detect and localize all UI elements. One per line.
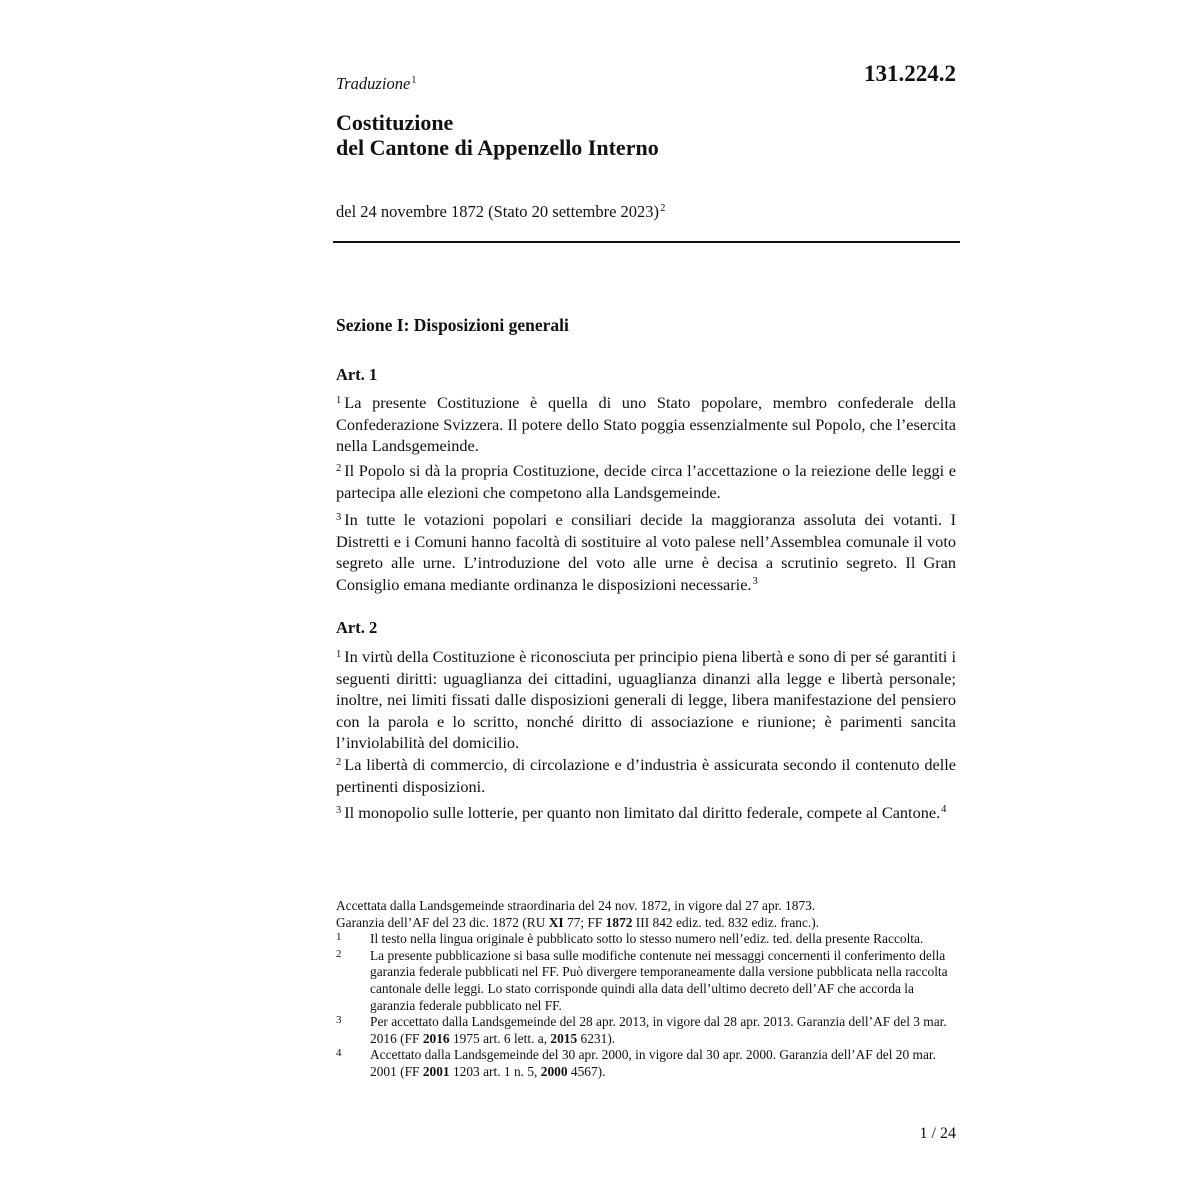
footnote-intro-line-2	[336, 915, 956, 932]
title-line-1: Costituzione	[336, 110, 454, 135]
footnote-bold: 2001	[422, 1063, 450, 1079]
article-paragraph	[336, 460, 956, 503]
footnote-bold: 2016	[422, 1030, 450, 1046]
footnote-bold: XI	[548, 914, 564, 930]
paragraph-number: 1	[336, 395, 342, 406]
translation-label	[336, 73, 417, 95]
header-divider	[333, 241, 960, 243]
date-line	[336, 201, 665, 223]
date-line-text: del 24 novembre 1872 (Stato 20 settembre 2023)	[336, 202, 660, 221]
footnote-bold: 1872	[605, 914, 633, 930]
footnote-number: 4	[336, 1047, 342, 1060]
paragraph-text: In virtù della Costituzione è riconosciuta per principio piena libertà e sono di per sé garantiti i seguenti diritti: uguaglianza dei cittadini, uguaglianza dinanzi alla legge e libertà personale; inoltre, nei limiti fissati dalle disposizioni generali di legge, libera manifestazione del pensiero con la parola e lo scritto, nonché diritto di associazione e riunione; è parimenti sancita l’inviolabilità del domicilio.	[336, 647, 956, 752]
footnote-bold: 2000	[540, 1063, 568, 1079]
footnote-text	[370, 1014, 956, 1047]
footnote-text-part: 1975 art. 6 lett. a,	[449, 1030, 551, 1046]
footnote-number: 3	[336, 1014, 342, 1027]
footnote-text: Il testo nella lingua originale è pubblicato sotto lo stesso numero nell’ediz. ted. della presente Raccolta.	[370, 931, 924, 947]
footnote-text-part: Per accettato dalla Landsgemeinde del 28 apr. 2013, in vigore dal 28 apr. 2013. Garanzia dell’AF del 3 mar. 2016 (FF	[370, 1014, 947, 1046]
article-paragraph	[336, 802, 956, 824]
article-paragraph	[336, 646, 956, 754]
footnote-text-part: Accettato dalla Landsgemeinde del 30 apr. 2000, in vigore dal 30 apr. 2000. Garanzia dell’AF del 20 mar. 2001 (FF	[370, 1047, 936, 1079]
paragraph-number: 3	[336, 805, 342, 816]
article-heading: Art. 2	[336, 618, 378, 637]
footnote-number: 1	[336, 931, 342, 944]
footnote-item	[336, 931, 956, 948]
document-title	[336, 110, 956, 160]
footnote-text: La presente pubblicazione si basa sulle modifiche contenute nei messaggi concernenti il conferimento della garanzia federale pubblicati nel FF. Può divergere temporaneamente dalla versione pubblicata nella raccolta cantonale delle leggi. Lo stato corrisponde quindi alla data dell’ultimo decreto dell’AF che accorda la garanzia federale pubblicato nel FF.	[370, 947, 948, 1013]
paragraph-number: 2	[336, 463, 342, 474]
footnote-ref[interactable]: 2	[660, 203, 666, 214]
footnote-text: 77; FF	[563, 914, 606, 930]
footnote-ref[interactable]: 1	[411, 75, 417, 86]
translation-label-text: Traduzione	[336, 74, 411, 93]
footnote-item	[336, 948, 956, 1014]
footnote-item	[336, 1047, 956, 1080]
paragraph-text: La libertà di commercio, di circolazione e d’industria è assicurata secondo il contenuto delle pertinenti disposizioni.	[336, 755, 956, 796]
article-heading: Art. 1	[336, 365, 378, 384]
paragraph-text: Il monopolio sulle lotterie, per quanto non limitato dal diritto federale, compete al Cantone.	[344, 803, 941, 822]
footnote-text	[370, 1047, 956, 1080]
footnote-text-part: 4567).	[567, 1063, 606, 1079]
footnote-text: III 842 ediz. ted. 832 ediz. franc.).	[632, 914, 820, 930]
footnote-bold: 2015	[550, 1030, 578, 1046]
footnote-intro-line-1: Accettata dalla Landsgemeinde straordinaria del 24 nov. 1872, in vigore dal 27 apr. 1873.	[336, 898, 816, 913]
footnote-text-part: 1203 art. 1 n. 5,	[449, 1063, 541, 1079]
paragraph-text: In tutte le votazioni popolari e consiliari decide la maggioranza assoluta dei votanti. I Distretti e i Comuni hanno facoltà di sostituire al voto palese nell’Assemblea comunale il voto segreto alle urne. L’introduzione del voto alle urne è decisa a scrutinio segreto. Il Gran Consiglio emana mediante ordinanza le disposizioni necessarie.	[336, 510, 956, 594]
paragraph-text: Il Popolo si dà la propria Costituzione, decide circa l’accettazione o la reiezione delle leggi e partecipa alle elezioni che competono alla Landsgemeinde.	[336, 461, 956, 502]
paragraph-text: La presente Costituzione è quella di uno Stato popolare, membro confederale della Confederazione Svizzera. Il potere dello Stato poggia essenzialmente sul Popolo, che l’esercita nella Landsgemeinde.	[336, 393, 956, 455]
paragraph-number: 3	[336, 512, 342, 523]
article-paragraph	[336, 392, 956, 457]
footnote-item	[336, 1014, 956, 1047]
page-number: 1 / 24	[919, 1125, 956, 1142]
section-heading: Sezione I: Disposizioni generali	[336, 315, 569, 335]
footnote-text: Garanzia dell’AF del 23 dic. 1872 (RU	[336, 914, 549, 930]
title-line-2: del Cantone di Appenzello Interno	[336, 135, 659, 160]
footnote-number: 2	[336, 947, 342, 960]
footnote-ref[interactable]: 3	[752, 575, 758, 587]
footnote-intro	[336, 898, 956, 931]
article-paragraph	[336, 754, 956, 797]
paragraph-number: 2	[336, 757, 342, 768]
footnote-text-part: 6231).	[577, 1030, 616, 1046]
footnote-ref[interactable]: 4	[941, 804, 947, 815]
article-paragraph	[336, 509, 956, 595]
footnotes	[336, 898, 956, 1081]
paragraph-number: 1	[336, 649, 342, 660]
sr-number: 131.224.2	[864, 61, 956, 86]
